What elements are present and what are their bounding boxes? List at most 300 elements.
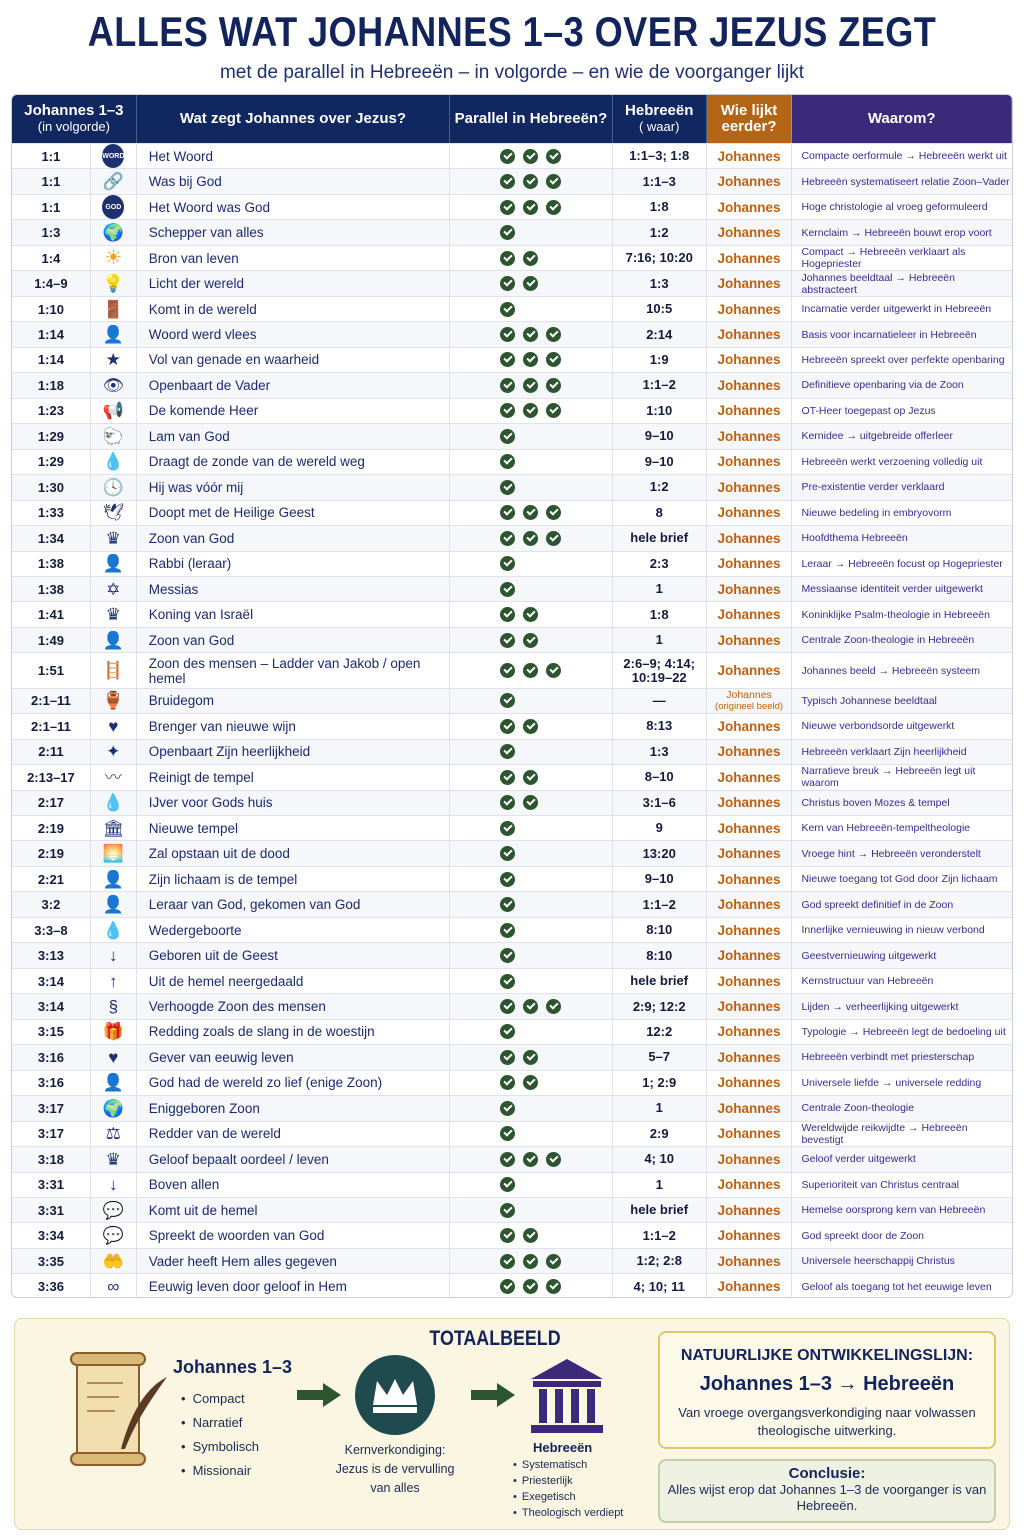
table-row — [12, 296, 1012, 321]
cell-parallel — [450, 628, 613, 652]
cell-text: Zal opstaan uit de dood — [137, 841, 450, 865]
dove-icon: 🕊 — [102, 503, 125, 523]
cell-hebreeen: 9 — [613, 816, 707, 840]
cell-text: Redding zoals de slang in de woestijn — [137, 1020, 450, 1044]
who-label: Johannes — [717, 1151, 781, 1167]
badge-label: WORD — [102, 144, 124, 168]
cell-text: Schepper van alles — [137, 220, 450, 244]
who-label: Johannes — [717, 663, 781, 678]
cell-icon — [91, 816, 137, 840]
list-item: • Exegetisch — [513, 1491, 623, 1507]
cell-hebreeen: 1:1–2 — [613, 1223, 707, 1247]
hebreeen-title: Hebreeën — [533, 1440, 593, 1455]
cell-why: Kernstructuur van Hebreeën — [801, 975, 934, 988]
cell-text: Zoon van God — [137, 628, 450, 652]
table-row — [12, 321, 1012, 346]
who-label: Johannes — [717, 1024, 781, 1040]
cell-text: Het Woord was God — [137, 195, 450, 219]
arrow-right-icon — [471, 1383, 515, 1407]
table-row — [12, 1273, 1012, 1298]
cell-hebreeen: 1:2 — [613, 475, 707, 499]
scales-icon: ⚖ — [105, 1124, 121, 1144]
cell-icon — [91, 1020, 137, 1044]
cell-parallel — [450, 552, 613, 576]
natural-sub: Van vroege overgangsverkondiging naar volwassen theologische uitwerking. — [678, 1405, 976, 1438]
who-label: Johannes — [717, 250, 781, 266]
check-icon — [546, 663, 561, 678]
cell-who — [707, 943, 793, 967]
speech-icon: 💬 — [102, 1200, 124, 1220]
table-row — [12, 601, 1012, 626]
cell-hebreeen: 1:8 — [613, 602, 707, 626]
who-label: Johannes — [717, 948, 781, 964]
who-label: Johannes — [717, 795, 781, 811]
check-icon — [500, 276, 515, 291]
cell-text: Nieuwe tempel — [137, 816, 450, 840]
who-label: Johannes — [717, 769, 781, 785]
cell-who — [707, 322, 793, 346]
table-row — [12, 525, 1012, 550]
cell-reference: 1:1 — [12, 169, 91, 193]
cell-who — [707, 373, 793, 397]
cell-reference: 1:1 — [12, 195, 91, 219]
arrow-up-icon: ↑ — [109, 971, 118, 991]
table-row — [12, 398, 1012, 423]
who-label: Johannes — [717, 556, 781, 572]
cell-reference: 3:17 — [12, 1096, 91, 1120]
who-label: Johannes — [717, 1100, 781, 1116]
hebreeen-list — [513, 1459, 623, 1523]
cell-hebreeen: 12:2 — [613, 1020, 707, 1044]
cell-parallel — [450, 943, 613, 967]
check-icon — [500, 200, 515, 215]
cell-hebreeen: 9–10 — [613, 867, 707, 891]
table-row — [12, 1095, 1012, 1120]
cell-who — [707, 918, 793, 942]
gift-icon: 🎁 — [102, 1022, 124, 1042]
cell-why: Kernidee → uitgebreide offerleer — [801, 430, 954, 443]
cell-hebreeen: 1:3 — [613, 740, 707, 764]
cell-hebreeen: 2:9 — [613, 1122, 707, 1146]
cell-who — [707, 791, 793, 815]
cell-text: Boven allen — [137, 1173, 450, 1197]
sun-icon: ☀ — [104, 247, 123, 270]
cell-hebreeen: 1 — [613, 628, 707, 652]
cell-text: God had de wereld zo lief (enige Zoon) — [137, 1071, 450, 1095]
cell-why: Hoge christologie al vroeg geformuleerd — [801, 201, 988, 214]
cell-reference: 1:38 — [12, 552, 91, 576]
cell-parallel — [450, 297, 613, 321]
cell-why: Compacte oerformule → Hebreeën werkt uit — [801, 150, 1007, 163]
list-item: • Systematisch — [513, 1459, 623, 1475]
check-icon — [500, 582, 515, 597]
who-label: Johannes — [717, 148, 781, 164]
table-header — [12, 95, 1012, 143]
check-icon — [500, 719, 515, 734]
cell-reference: 2:19 — [12, 841, 91, 865]
check-icon — [500, 1050, 515, 1065]
cell-why: Hebreeën systematiseert relatie Zoon–Vader — [801, 175, 1010, 188]
cell-reference: 2:17 — [12, 791, 91, 815]
cell-why: Geestvernieuwing uitgewerkt — [801, 949, 937, 962]
table-row — [12, 347, 1012, 372]
cell-hebreeen: 8–10 — [613, 765, 707, 789]
cell-text: Komt in de wereld — [137, 297, 450, 321]
arrow-down-icon: ↓ — [109, 1175, 118, 1195]
check-icon — [500, 948, 515, 963]
eye-icon: 👁 — [102, 375, 125, 395]
list-item: • Compact — [181, 1391, 259, 1415]
cell-hebreeen: 1 — [613, 577, 707, 601]
table-row — [12, 790, 1012, 815]
table-row — [12, 1019, 1012, 1044]
megaphone-icon: 📢 — [102, 401, 124, 421]
cell-icon — [91, 1274, 137, 1298]
page-title: ALLES WAT JOHANNES 1–3 OVER JEZUS ZEGT — [87, 8, 937, 55]
check-icon — [523, 149, 538, 164]
table-row — [12, 449, 1012, 474]
cell-reference: 3:13 — [12, 943, 91, 967]
door-icon: 🚪 — [102, 299, 124, 319]
cell-parallel — [450, 841, 613, 865]
check-icon — [523, 770, 538, 785]
cell-who — [707, 841, 793, 865]
cell-who — [707, 714, 793, 738]
cell-who — [707, 653, 793, 687]
who-label: Johannes — [717, 871, 781, 887]
who-label: Johannes — [717, 327, 781, 343]
cell-hebreeen: 2:6–9; 4:14; 10:19–22 — [613, 653, 707, 687]
cell-text: Koning van Israël — [137, 602, 450, 626]
cell-parallel — [450, 1122, 613, 1146]
check-icon — [523, 1075, 538, 1090]
cell-text: Messias — [137, 577, 450, 601]
cell-why: Narratieve breuk → Hebreeën legt uit waarom — [801, 765, 976, 790]
summary-panel — [14, 1318, 1010, 1530]
teacher-icon: 👤 — [102, 895, 124, 915]
header-why: Waarom? — [792, 95, 1012, 143]
cell-text: Woord werd vlees — [137, 322, 450, 346]
cell-icon — [91, 892, 137, 916]
cell-hebreeen: 5–7 — [613, 1045, 707, 1069]
check-icon — [500, 663, 515, 678]
cell-why: Leraar → Hebreeën focust op Hogepriester — [801, 557, 1003, 570]
check-icon — [523, 1152, 538, 1167]
cell-who — [707, 501, 793, 525]
cell-hebreeen: 2:9; 12:2 — [613, 994, 707, 1018]
cell-text: Het Woord — [137, 144, 450, 168]
cell-reference: 2:1–11 — [12, 689, 91, 713]
check-icon — [546, 378, 561, 393]
cell-parallel — [450, 918, 613, 942]
cell-parallel — [450, 1045, 613, 1069]
cell-text: Spreekt de woorden van God — [137, 1223, 450, 1247]
cell-text: Licht der wereld — [137, 271, 450, 295]
cell-text: Lam van God — [137, 424, 450, 448]
cell-hebreeen: 1:3 — [613, 271, 707, 295]
cell-hebreeen: 1; 2:9 — [613, 1071, 707, 1095]
check-icon — [546, 327, 561, 342]
cell-reference: 1:4–9 — [12, 271, 91, 295]
table-row — [12, 1222, 1012, 1247]
check-icon — [500, 795, 515, 810]
cell-why: God spreekt definitief in de Zoon — [801, 898, 954, 911]
cell-text: Rabbi (leraar) — [137, 552, 450, 576]
cell-icon — [91, 740, 137, 764]
cell-why: Wereldwijde reikwijdte → Hebreeën bevestigt — [801, 1121, 968, 1146]
cell-why: Hemelse oorsprong kern van Hebreeën — [801, 1204, 986, 1217]
cell-why: Geloof verder uitgewerkt — [801, 1153, 916, 1166]
check-icon — [546, 505, 561, 520]
check-icon — [500, 1152, 515, 1167]
cell-who — [707, 1249, 793, 1273]
cell-reference: 1:10 — [12, 297, 91, 321]
cell-text: Vader heeft Hem alles gegeven — [137, 1249, 450, 1273]
cell-parallel — [450, 144, 613, 168]
sunrise-icon: 🌅 — [102, 844, 124, 864]
jar-icon: 🏺 — [102, 691, 124, 711]
cell-icon — [91, 246, 137, 270]
table-row — [12, 372, 1012, 397]
cell-hebreeen: 8 — [613, 501, 707, 525]
table-row — [12, 1070, 1012, 1095]
cell-why: Vroege hint → Hebreeën veronderstelt — [801, 847, 981, 860]
header-text: Wat zegt Johannes over Jezus? — [137, 95, 450, 143]
cell-icon — [91, 653, 137, 687]
table-row — [12, 840, 1012, 865]
lightbulb-icon: 💡 — [102, 274, 124, 294]
who-label: Johannes — [717, 820, 781, 836]
cell-why: Christus boven Mozes & tempel — [801, 796, 950, 809]
cell-who — [707, 969, 793, 993]
cell-text: Zoon van God — [137, 526, 450, 550]
cell-reference: 3:18 — [12, 1147, 91, 1171]
header-who: Wie lijkt eerder? — [707, 95, 793, 143]
cell-parallel — [450, 816, 613, 840]
check-icon — [500, 1024, 515, 1039]
who-label: Johannes — [717, 352, 781, 368]
check-icon — [500, 454, 515, 469]
arrow-down-icon: ↓ — [109, 946, 118, 966]
check-icon — [523, 352, 538, 367]
drop-icon: 💧 — [102, 452, 124, 472]
table-row — [12, 993, 1012, 1018]
cell-parallel — [450, 246, 613, 270]
cell-why: Typologie → Hebreeën legt de bedoeling uit — [801, 1025, 1006, 1038]
cell-icon — [91, 1096, 137, 1120]
cell-who — [707, 994, 793, 1018]
cell-parallel — [450, 1096, 613, 1120]
table-row — [12, 866, 1012, 891]
cell-who — [707, 867, 793, 891]
check-icon — [523, 531, 538, 546]
cell-why: Lijden → verheerlijking uitgewerkt — [801, 1000, 959, 1013]
check-icon — [500, 225, 515, 240]
table-row — [12, 576, 1012, 601]
cell-text: Doopt met de Heilige Geest — [137, 501, 450, 525]
check-icon — [523, 1279, 538, 1294]
list-item: • Theologisch verdiept — [513, 1507, 623, 1523]
cell-icon — [91, 867, 137, 891]
cell-icon — [91, 271, 137, 295]
cell-icon — [91, 297, 137, 321]
check-icon — [500, 633, 515, 648]
cell-who — [707, 271, 793, 295]
cell-text: Bruidegom — [137, 689, 450, 713]
check-icon — [523, 999, 538, 1014]
table-row — [12, 194, 1012, 219]
person-icon: 👤 — [102, 630, 124, 650]
cell-reference: 3:16 — [12, 1071, 91, 1095]
cell-reference: 3:31 — [12, 1173, 91, 1197]
cell-icon — [91, 918, 137, 942]
check-icon — [523, 663, 538, 678]
person-icon: 👤 — [102, 869, 124, 889]
check-icon — [523, 633, 538, 648]
cell-why: Nieuwe toegang tot God door Zijn lichaam — [801, 873, 998, 886]
cell-reference: 3:14 — [12, 969, 91, 993]
cell-hebreeen: 13:20 — [613, 841, 707, 865]
cell-text: Geloof bepaalt oordeel / leven — [137, 1147, 450, 1171]
check-icon — [523, 795, 538, 810]
cell-why: OT-Heer toegepast op Jezus — [801, 404, 936, 417]
list-item: • Symbolisch — [181, 1439, 259, 1463]
cell-why: Johannes beeld → Hebreeën systeem — [801, 664, 981, 677]
conclusion-box — [658, 1459, 996, 1523]
table-row — [12, 270, 1012, 295]
cell-reference: 1:51 — [12, 653, 91, 687]
header-parallel: Parallel in Hebreeën? — [450, 95, 613, 143]
check-icon — [500, 1101, 515, 1116]
cell-icon — [91, 1071, 137, 1095]
cell-parallel — [450, 867, 613, 891]
cell-parallel — [450, 475, 613, 499]
cell-icon — [91, 169, 137, 193]
cell-hebreeen: 2:3 — [613, 552, 707, 576]
cell-icon — [91, 841, 137, 865]
cell-reference: 3:17 — [12, 1122, 91, 1146]
cell-parallel — [450, 577, 613, 601]
check-icon — [500, 1254, 515, 1269]
cell-icon — [91, 501, 137, 525]
conclusion-text: Alles wijst erop dat Johannes 1–3 de voorganger is van Hebreeën. — [667, 1482, 987, 1513]
cell-who — [707, 1147, 793, 1171]
cell-why: Universele heerschappij Christus — [801, 1255, 955, 1268]
check-icon — [523, 251, 538, 266]
check-icon — [523, 1228, 538, 1243]
check-icon — [500, 1126, 515, 1141]
cell-hebreeen: 1 — [613, 1096, 707, 1120]
cell-icon — [91, 450, 137, 474]
heart-icon: ♥ — [108, 716, 119, 736]
cell-why: Hebreeën werkt verzoening volledig uit — [801, 455, 983, 468]
check-icon — [500, 1177, 515, 1192]
badge-label: GOD — [102, 195, 124, 219]
cell-parallel — [450, 740, 613, 764]
cell-icon — [91, 969, 137, 993]
check-icon — [500, 505, 515, 520]
drop-icon: 💧 — [102, 793, 124, 813]
check-icon — [500, 999, 515, 1014]
cell-icon — [91, 399, 137, 423]
check-icon — [523, 1254, 538, 1269]
cell-icon — [91, 791, 137, 815]
who-label: Johannes — [717, 403, 781, 419]
johannes-list — [181, 1391, 259, 1487]
cell-text: Eniggeboren Zoon — [137, 1096, 450, 1120]
check-icon — [500, 897, 515, 912]
cell-why: Centrale Zoon-theologie — [801, 1102, 915, 1115]
check-icon — [500, 174, 515, 189]
table-row — [12, 1172, 1012, 1197]
cell-reference: 3:34 — [12, 1223, 91, 1247]
cell-icon — [91, 424, 137, 448]
check-icon — [500, 302, 515, 317]
check-icon — [500, 531, 515, 546]
cell-who — [707, 450, 793, 474]
check-icon — [546, 174, 561, 189]
cell-parallel — [450, 1020, 613, 1044]
cell-who — [707, 526, 793, 550]
check-icon — [500, 251, 515, 266]
check-icon — [523, 378, 538, 393]
check-icon — [500, 149, 515, 164]
cell-who — [707, 195, 793, 219]
cell-who — [707, 689, 793, 713]
cell-text: Zijn lichaam is de tempel — [137, 867, 450, 891]
cell-icon — [91, 526, 137, 550]
cell-parallel — [450, 969, 613, 993]
who-label: Johannes — [717, 225, 781, 241]
cell-parallel — [450, 765, 613, 789]
cell-icon — [91, 220, 137, 244]
table-row — [12, 1044, 1012, 1069]
who-label: Johannes — [717, 1075, 781, 1091]
cell-parallel — [450, 271, 613, 295]
cell-text: De komende Heer — [137, 399, 450, 423]
cell-hebreeen: 10:5 — [613, 297, 707, 321]
who-label: Johannes — [717, 1049, 781, 1065]
table-row — [12, 143, 1012, 168]
cell-reference: 1:14 — [12, 322, 91, 346]
speech-icon: 💬 — [102, 1226, 124, 1246]
cell-why: Centrale Zoon-theologie in Hebreeën — [801, 634, 975, 647]
cell-who — [707, 220, 793, 244]
table-row — [12, 968, 1012, 993]
table-row — [12, 739, 1012, 764]
clock-icon: 🕓 — [102, 477, 124, 497]
cell-reference: 1:34 — [12, 526, 91, 550]
drop-icon: 💧 — [102, 920, 124, 940]
cell-hebreeen: 8:10 — [613, 943, 707, 967]
cell-why: Incarnatie verder uitgewerkt in Hebreeën — [801, 303, 992, 316]
cell-why: Innerlijke vernieuwing in nieuw verbond — [801, 924, 985, 937]
cell-hebreeen: 4; 10 — [613, 1147, 707, 1171]
cell-text: Wedergeboorte — [137, 918, 450, 942]
cell-who — [707, 1198, 793, 1222]
check-icon — [500, 607, 515, 622]
cell-parallel — [450, 994, 613, 1018]
check-icon — [500, 872, 515, 887]
ladder-icon: 🪜 — [102, 661, 124, 680]
cell-text: Openbaart de Vader — [137, 373, 450, 397]
cell-why: Definitieve openbaring via de Zoon — [801, 379, 964, 392]
check-icon — [500, 1228, 515, 1243]
cell-who — [707, 348, 793, 372]
table-row — [12, 942, 1012, 967]
cell-reference: 1:41 — [12, 602, 91, 626]
cell-who — [707, 475, 793, 499]
